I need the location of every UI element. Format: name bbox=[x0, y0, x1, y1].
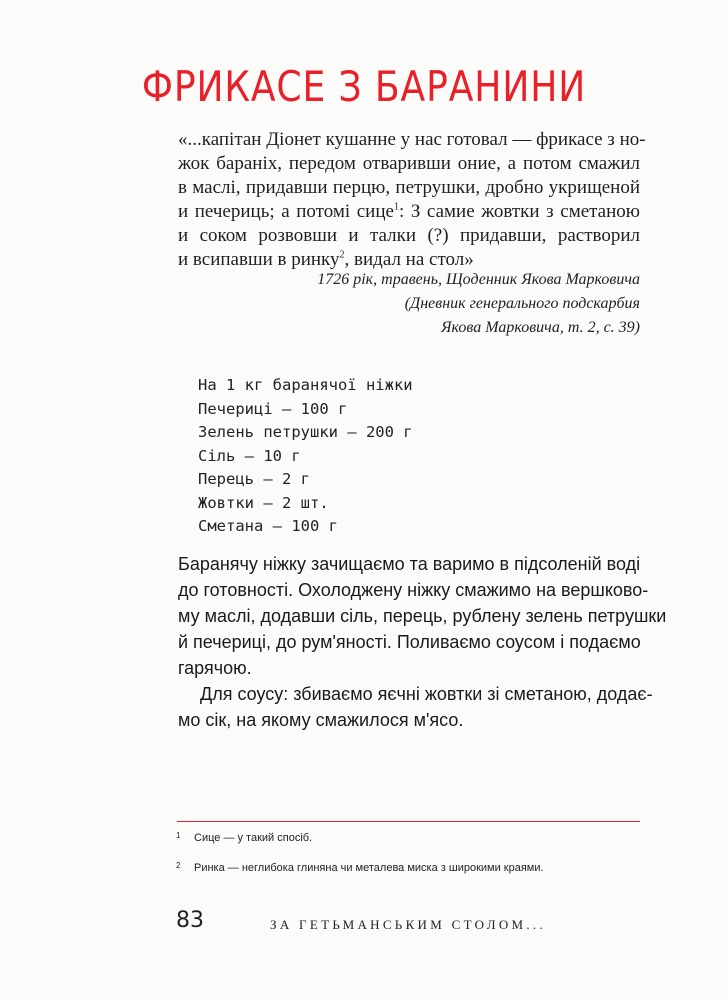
footnote-text: Ринка — неглибока глиняна чи металева миска з широкими краями. bbox=[194, 862, 544, 874]
recipe-title: ФРИКАСЕ З БАРАНИНИ bbox=[141, 62, 587, 111]
historical-quote bbox=[178, 128, 646, 272]
ingredient-item: Сіль — 10 г bbox=[198, 446, 301, 465]
quote-text: , видал на стол» bbox=[344, 249, 474, 270]
footnote-ref-1: 1 bbox=[393, 201, 399, 213]
footnote-number: 1 bbox=[176, 831, 181, 840]
instruction-line: мо сік, на якому смажилося м'ясо. bbox=[178, 710, 464, 730]
running-title: ЗА ГЕТЬМАНСЬКИМ СТОЛОМ... bbox=[270, 917, 547, 932]
quote-source bbox=[317, 268, 640, 340]
quote-line: жок бараніх, передом отваривши оние, а потом смажил bbox=[178, 153, 640, 174]
instruction-line: й печериці, до рум'яності. Поливаємо соусом і подаємо bbox=[178, 632, 641, 652]
ingredient-item: Сметана — 100 г bbox=[198, 517, 338, 535]
footnote-divider bbox=[177, 821, 640, 822]
ingredient-item: Перець — 2 г bbox=[198, 470, 310, 488]
instruction-line: до готовності. Охолоджену ніжку смажимо на вершково- bbox=[178, 580, 649, 600]
quote-line bbox=[178, 200, 640, 224]
footnote-text: Сице — у такий спосіб. bbox=[194, 832, 313, 844]
source-line: (Дневник генерального подскарбия bbox=[404, 295, 640, 312]
ingredients-list bbox=[198, 374, 413, 539]
recipe-instructions bbox=[178, 551, 667, 733]
instruction-line: Для соусу: збиваємо яєчні жовтки зі сметаною, додає- bbox=[200, 684, 653, 704]
footnote-number: 2 bbox=[176, 861, 181, 870]
instruction-line: му маслі, додавши сіль, перець, рублену зелень петрушки bbox=[178, 606, 667, 626]
quote-text: : З самие жовтки з сметаною bbox=[398, 201, 640, 222]
quote-text: и всипавши в ринку bbox=[178, 249, 340, 270]
quote-text: и печериць; а потомі сице bbox=[178, 201, 394, 222]
ingredient-item: Печериці — 100 г bbox=[198, 399, 348, 418]
quote-line: «...капітан Діонет кушанне у нас готовал — фрикасе з но- bbox=[178, 129, 646, 150]
footnote-ref-2: 2 bbox=[339, 249, 345, 261]
ingredient-item: Зелень петрушки — 200 г bbox=[198, 423, 413, 441]
quote-line: в маслі, придавши перцю, петрушки, дробно укрищеной bbox=[178, 177, 640, 198]
source-line: 1726 рік, травень, Щоденник Якова Марковича bbox=[317, 271, 640, 288]
instruction-line: Баранячу ніжку зачищаємо та варимо в підсоленій воді bbox=[178, 554, 641, 574]
quote-line: и соком розвовши и талки (?) придавши, растворил bbox=[178, 225, 640, 246]
source-line: Якова Марковича, т. 2, с. 39) bbox=[441, 319, 640, 336]
ingredient-item: Жовтки — 2 шт. bbox=[198, 493, 329, 512]
instruction-line: гарячою. bbox=[178, 658, 252, 678]
ingredient-item: На 1 кг баранячої ніжки bbox=[198, 376, 413, 394]
page-number: 83 bbox=[176, 908, 204, 933]
